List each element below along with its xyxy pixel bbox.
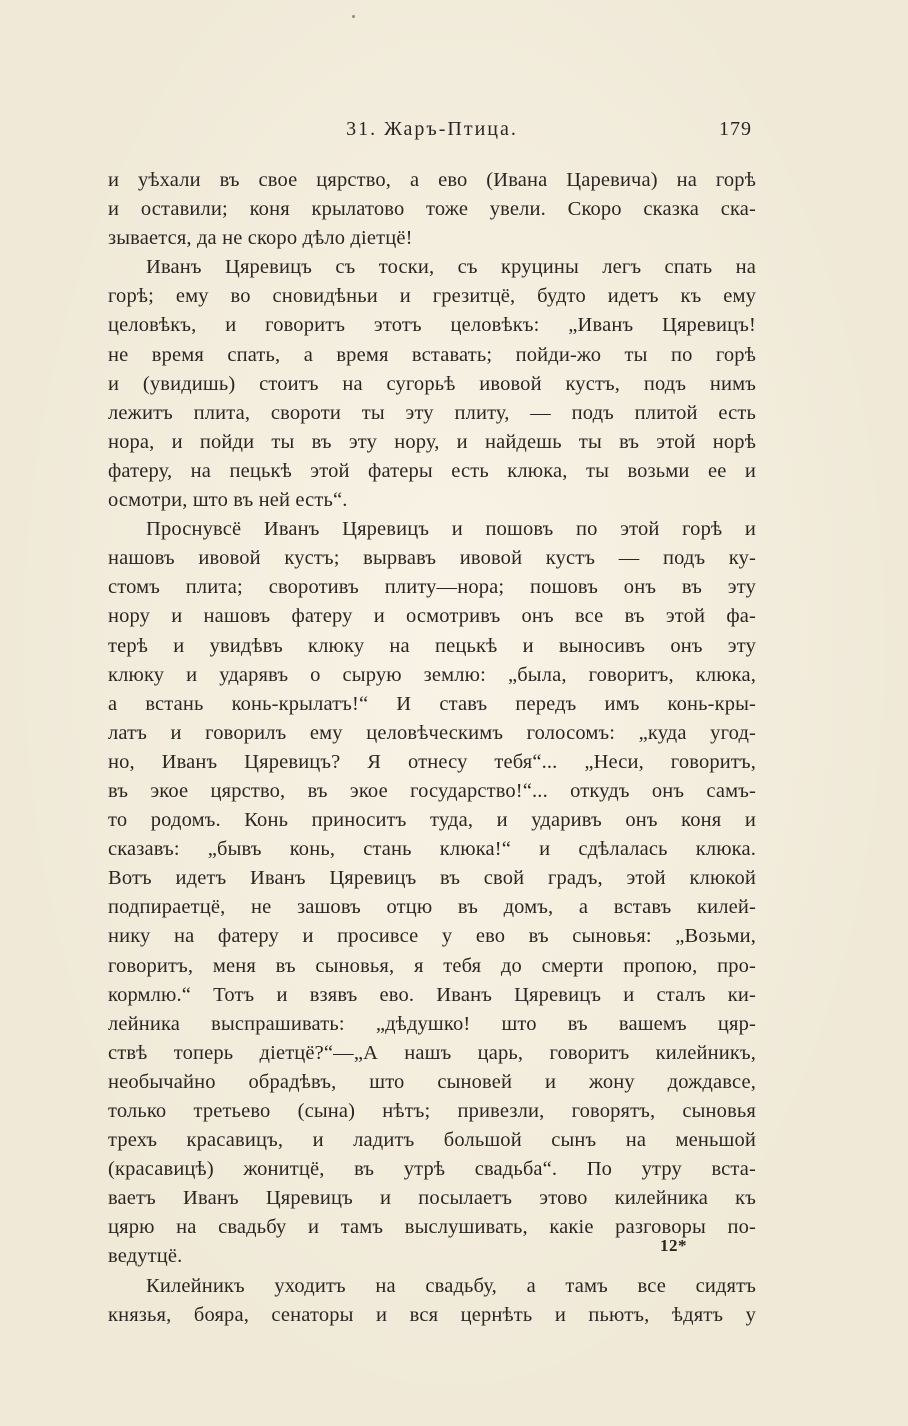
text-line: Иванъ Цяревицъ съ тоски, съ круцины легъ спать на [146, 256, 756, 279]
text-line: Вотъ идетъ Иванъ Цяревицъ въ свой градъ, этой клюкой [108, 867, 756, 890]
paper-speck [352, 15, 355, 18]
text-line: горѣ; ему во сновидѣньи и грезитцё, будто идетъ къ ему [108, 285, 756, 308]
text-line: и оставили; коня крылатово тоже увели. Скоро сказка ска- [108, 198, 756, 221]
text-line: трехъ красавицъ, и ладитъ большой сынъ на меньшой [108, 1129, 756, 1152]
text-line: подпираетцё, не зашовъ отцю въ домъ, а вставъ килей- [108, 896, 756, 919]
text-line: а встань конь-крылатъ!“ И ставъ передъ имъ конь-кры- [108, 692, 756, 715]
text-line: и уѣхали въ свое цярство, а ево (Ивана Царевича) на горѣ [108, 169, 756, 191]
signature-mark: 12* [660, 1236, 687, 1255]
text-line: зывается, да не скоро дѣло діетцё! [108, 227, 413, 250]
text-line: (красавицѣ) жонитцё, въ утрѣ свадьба“. По утру вста- [108, 1158, 756, 1181]
text-line: кормлю.“ Тотъ и взявъ ево. Иванъ Цяревицъ и сталъ ки- [108, 983, 756, 1006]
text-line: ведутцё. [108, 1245, 183, 1268]
text-line: ваетъ Иванъ Цяревицъ и посылаетъ этово килейника къ [108, 1187, 756, 1210]
running-head [108, 116, 756, 142]
text-line: латъ и говорилъ ему целовѣческимъ голосомъ: „куда угод- [108, 721, 756, 744]
text-line: но, Иванъ Цяревицъ? Я отнесу тебя“... „Неси, говоритъ, [108, 750, 756, 773]
text-line: сказавъ: „бывъ конь, стань клюка!“ и сдѣлалась клюка. [108, 838, 756, 861]
chapter-title: 31. Жаръ-Птица. [346, 118, 518, 140]
text-line: осмотри, што въ ней есть“. [108, 489, 348, 512]
text-line: фатеру, на пецькѣ этой фатеры есть клюка, ты возьми ее и [108, 459, 756, 482]
text-line: не время спать, а время вставать; пойди-жо ты по горѣ [108, 343, 756, 366]
text-line: говоритъ, меня въ сыновья, я тебя до смерти пропою, про- [108, 954, 756, 977]
text-line: клюку и ударявъ о сырую землю: „была, говоритъ, клюка, [108, 663, 756, 686]
text-line: лежитъ плита, свороти ты эту плиту, — подъ плитой есть [108, 401, 756, 424]
text-line: и (увидишь) стоитъ на сугорьѣ ивовой кустъ, подъ нимъ [108, 372, 756, 395]
text-line: нашовъ ивовой кустъ; вырвавъ ивовой кустъ — подъ ку- [108, 547, 756, 570]
text-line: лейника выспрашивать: „дѣдушко! што въ вашемъ цяр- [108, 1012, 756, 1035]
text-line: ствѣ топерь діетцё?“—„А нашъ царь, говоритъ килейникъ, [108, 1041, 756, 1064]
text-line: въ экое цярство, въ экое государство!“... откудъ онъ самъ- [108, 779, 756, 802]
text-line: целовѣкъ, и говоритъ этотъ целовѣкъ: „Иванъ Цяревицъ! [108, 314, 756, 337]
text-line: только третьево (сына) нѣтъ; привезли, говорятъ, сыновья [108, 1100, 756, 1122]
text-line: стомъ плита; своротивъ плиту—нора; пошовъ онъ въ эту [108, 576, 756, 599]
body-text [108, 166, 756, 1330]
text-line: Проснувсё Иванъ Цяревицъ и пошовъ по этой горѣ и [146, 518, 756, 541]
text-line: князья, бояра, сенаторы и вся цернѣть и пьютъ, ѣдятъ у [108, 1303, 756, 1326]
text-line: нору и нашовъ фатеру и осмотривъ онъ все въ этой фа- [108, 605, 756, 628]
text-line: нику на фатеру и просивсе у ево въ сыновья: „Возьми, [108, 925, 756, 948]
page-number: 179 [719, 118, 752, 140]
text-line: терѣ и увидѣвъ клюку на пецькѣ и выносивъ онъ эту [108, 634, 756, 657]
text-line: необычайно обрадѣвъ, што сыновей и жону дождавсе, [108, 1070, 756, 1093]
text-line: Килейникъ уходитъ на свадьбу, а тамъ все сидятъ [146, 1274, 756, 1297]
text-line: нора, и пойди ты въ эту нору, и найдешь ты въ этой норѣ [108, 430, 756, 453]
text-line: то родомъ. Конь приноситъ туда, и ударивъ онъ коня и [108, 809, 756, 832]
text-line: цярю на свадьбу и тамъ выслушивать, какіе разговоры по- [108, 1216, 756, 1239]
